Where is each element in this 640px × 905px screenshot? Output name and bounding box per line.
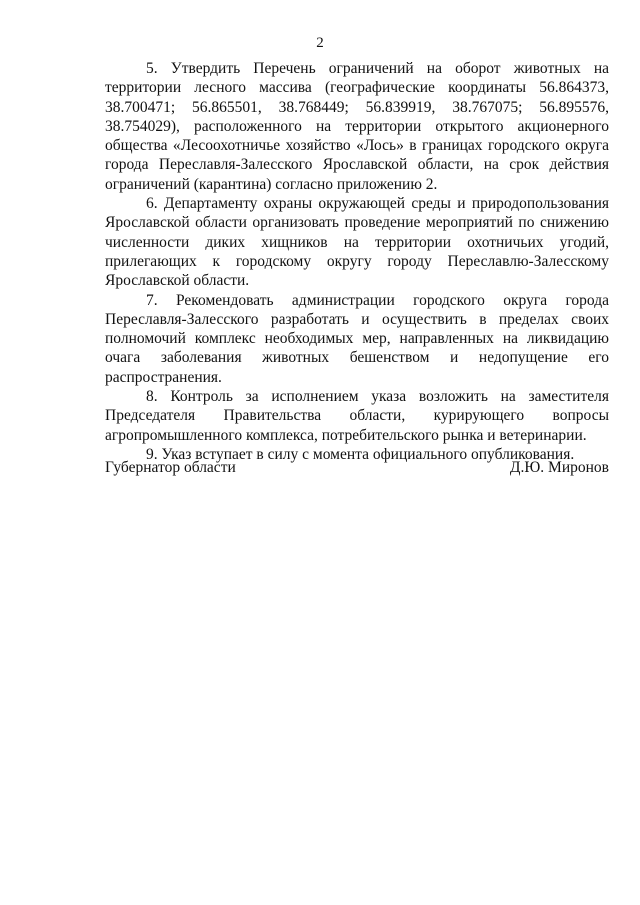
paragraph-7: 7. Рекомендовать администрации городского округа города Переславля-Залесского разработать и осуществить в пределах своих полномочий комплекс необходимых мер, направленных на ликвидацию очага заболевания животных бешенством и недопущение его распространения.	[105, 291, 609, 386]
decree-body	[105, 59, 609, 464]
paragraph-8: 8. Контроль за исполнением указа возложить на заместителя Председателя Правительства области, курирующего вопросы агропромышленного комплекса, потребительского рынка и ветеринарии.	[105, 388, 609, 444]
signatory-title: Губернатор области	[105, 459, 236, 476]
signatory-name: Д.Ю. Миронов	[509, 459, 609, 476]
paragraph-9: 9. Указ вступает в силу с момента официального опубликования.	[146, 445, 575, 463]
page-number: 2	[316, 35, 324, 51]
paragraph-6: 6. Департаменту охраны окружающей среды и природопользования Ярославской области организовать проведение мероприятий по снижению численности диких хищников на территории охотничьих угодий, прилегающих к городскому округу городу Переславлю-Залесскому Ярославской области.	[105, 195, 609, 290]
paragraph-5: 5. Утвердить Перечень ограничений на оборот животных на территории лесного массива (географические координаты 56.864373, 38.700471; 56.865501, 38.768449; 56.839919, 38.767075; 56.895576, 38.754029), расположенного на территории открытого акционерного общества «Лесоохотничье хозяйство «Лось» в границах городского округа города Переславля-Залесского Ярославской области, на срок действия ограничений (карантина) согласно приложению 2.	[105, 60, 609, 193]
